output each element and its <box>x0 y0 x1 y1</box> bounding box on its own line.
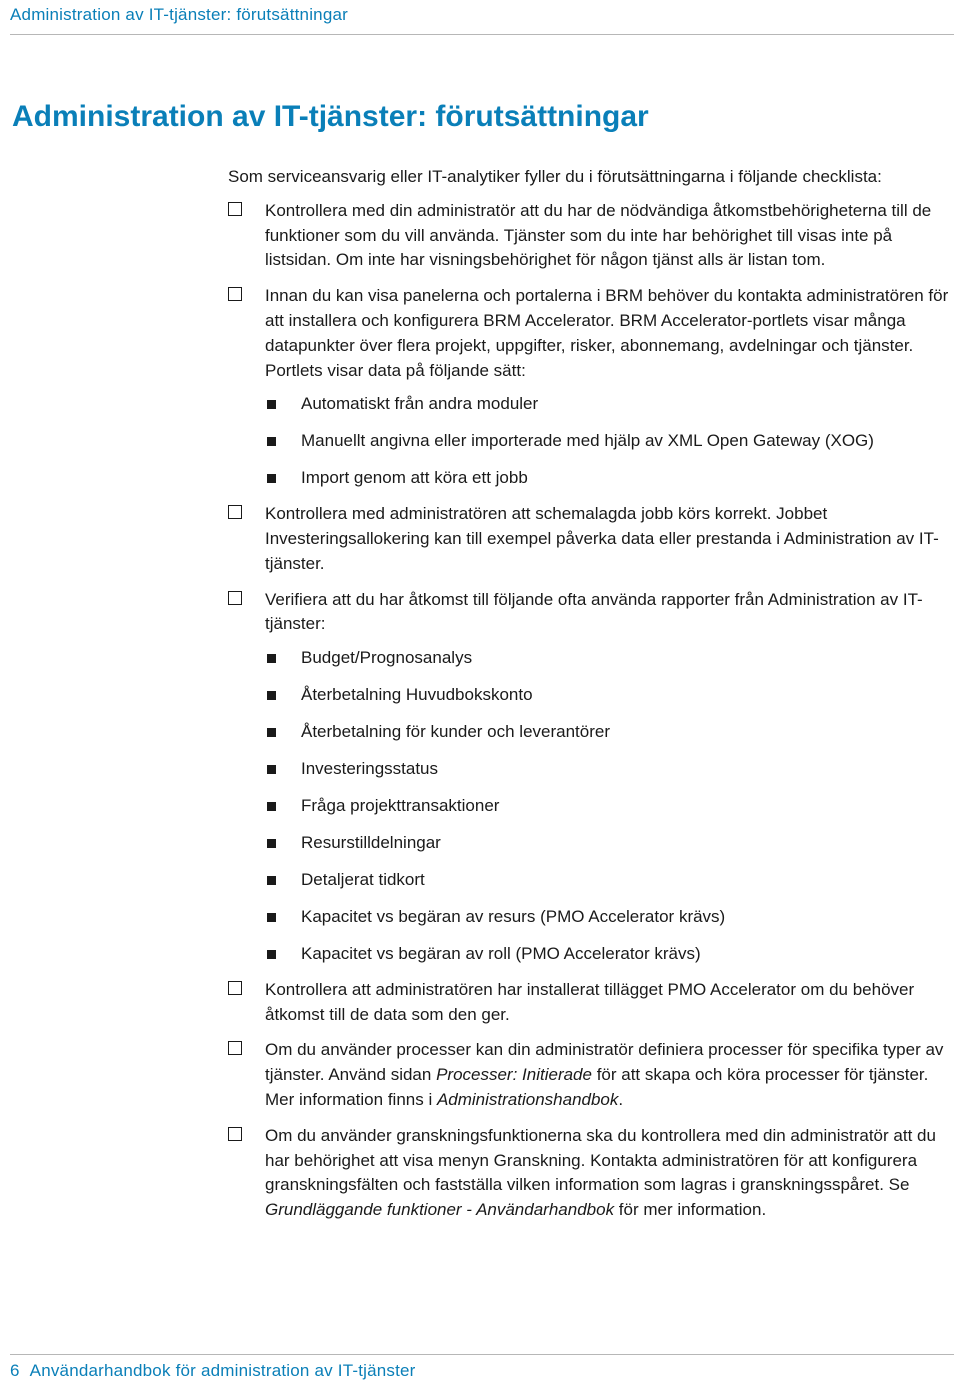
running-header: Administration av IT-tjänster: förutsättningar <box>10 5 349 24</box>
sub-list-item <box>265 905 954 930</box>
checkbox-icon <box>228 1041 242 1055</box>
page-footer <box>10 1361 416 1381</box>
sub-list-item <box>265 683 954 708</box>
sub-list-item <box>265 392 954 417</box>
checkbox-icon <box>228 591 242 605</box>
sub-list-item-text: Automatiskt från andra moduler <box>301 394 539 414</box>
sub-list-item-text: Detaljerat tidkort <box>301 870 425 890</box>
book-reference: Administrationshandbok <box>436 1089 619 1109</box>
square-bullet-icon <box>267 765 276 774</box>
text-segment: för att skapa och köra processer för tjänster. Mer information finns i <box>265 1065 929 1109</box>
text-segment: Om du använder processer kan din administratör definiera processer för specifika typer av tjänster. Använd sidan <box>265 1040 944 1085</box>
intro-text: Som serviceansvarig eller IT-analytiker fyller du i förutsättningarna i följande checklista: <box>228 167 882 186</box>
checklist-item-text <box>265 1124 954 1223</box>
square-bullet-icon <box>267 437 276 446</box>
checklist-item-text: Verifiera att du har åtkomst till följande ofta använda rapporter från Administration av IT-tjänster: <box>265 589 923 634</box>
sub-list-item <box>265 868 954 893</box>
square-bullet-icon <box>267 400 276 409</box>
square-bullet-icon <box>267 728 276 737</box>
checkbox-icon <box>228 202 242 216</box>
sub-list-item-text: Manuellt angivna eller importerade med hjälp av XML Open Gateway (XOG) <box>301 431 874 451</box>
checkbox-icon <box>228 287 242 301</box>
sub-list-item <box>265 720 954 745</box>
sub-list-item-text: Investeringsstatus <box>301 759 439 779</box>
sub-list-item-text: Fråga projekttransaktioner <box>301 796 500 816</box>
sub-list-item <box>265 646 954 671</box>
checklist-item-text <box>265 1038 954 1112</box>
page-title: Administration av IT-tjänster: förutsättningar <box>12 100 649 133</box>
page-name-reference: Processer: Initierade <box>436 1065 592 1085</box>
checkbox-icon <box>228 981 242 995</box>
checklist-item <box>228 978 954 1028</box>
checklist-item <box>228 284 954 491</box>
sub-list-item-text: Återbetalning för kunder och leverantörer <box>301 722 611 742</box>
sub-list-item <box>265 831 954 856</box>
sub-list <box>265 392 954 491</box>
checkbox-icon <box>228 505 242 519</box>
sub-list-item <box>265 466 954 491</box>
square-bullet-icon <box>267 691 276 700</box>
sub-list-item-text: Kapacitet vs begäran av resurs (PMO Accelerator krävs) <box>301 907 726 927</box>
checklist-item-text: Kontrollera med din administratör att du har de nödvändiga åtkomstbehörigheterna till de funktioner som du vill använda. Tjänster som du inte har behörighet till visas inte på listsidan. Om inte har visningsbehörighet för någon tjänst alls är listan tom. <box>265 200 932 270</box>
square-bullet-icon <box>267 654 276 663</box>
square-bullet-icon <box>267 950 276 959</box>
footer-divider <box>10 1354 954 1355</box>
checklist-item <box>228 588 954 967</box>
sub-list-item-text: Budget/Prognosanalys <box>301 648 473 668</box>
text-segment: . <box>618 1089 624 1109</box>
sub-list-item <box>265 757 954 782</box>
square-bullet-icon <box>267 802 276 811</box>
sub-list-item <box>265 429 954 454</box>
text-segment: Om du använder granskningsfunktionerna ska du kontrollera med din administratör att du har behörighet att visa menyn Granskning. Kontakta administratören för att konfigurera granskningsfälten och fastställa vilken information som lagras i granskningsspåret. Se <box>265 1125 936 1195</box>
header-divider <box>10 34 954 35</box>
book-reference: Grundläggande funktioner - Användarhandbok <box>265 1200 615 1220</box>
sub-list-item-text: Import genom att köra ett jobb <box>301 468 528 488</box>
checklist-section <box>228 165 954 1234</box>
sub-list-item-text: Återbetalning Huvudbokskonto <box>301 685 533 705</box>
text-segment: för mer information. <box>614 1200 767 1220</box>
checklist-item <box>228 502 954 576</box>
sub-list-item <box>265 942 954 967</box>
checklist-item-text: Innan du kan visa panelerna och portalerna i BRM behöver du kontakta administratören för att installera och konfigurera BRM Accelerator. BRM Accelerator-portlets visar många datapunkter över flera projekt, uppgifter, risker, abonnemang, avdelningar och tjänster. Portlets visar data på följande sätt: <box>265 286 949 380</box>
checklist-item <box>228 1124 954 1223</box>
sub-list <box>265 646 954 967</box>
sub-list-item-text: Resurstilldelningar <box>301 833 441 853</box>
checkbox-icon <box>228 1127 242 1141</box>
page-number: 6 <box>10 1361 20 1380</box>
square-bullet-icon <box>267 474 276 483</box>
square-bullet-icon <box>267 876 276 885</box>
checklist-item-text: Kontrollera med administratören att schemalagda jobb körs korrekt. Jobbet Investeringsallokering kan till exempel påverka data eller prestanda i Administration av IT-tjänster. <box>265 504 939 573</box>
sub-list-item <box>265 794 954 819</box>
square-bullet-icon <box>267 913 276 922</box>
book-title: Användarhandbok för administration av IT-tjänster <box>29 1361 416 1380</box>
checklist-item <box>228 1038 954 1112</box>
sub-list-item-text: Kapacitet vs begäran av roll (PMO Accelerator krävs) <box>301 944 701 963</box>
checklist-item-text: Kontrollera att administratören har installerat tillägget PMO Accelerator om du behöver åtkomst till de data som den ger. <box>265 979 915 1024</box>
square-bullet-icon <box>267 839 276 848</box>
checklist-item <box>228 199 954 273</box>
